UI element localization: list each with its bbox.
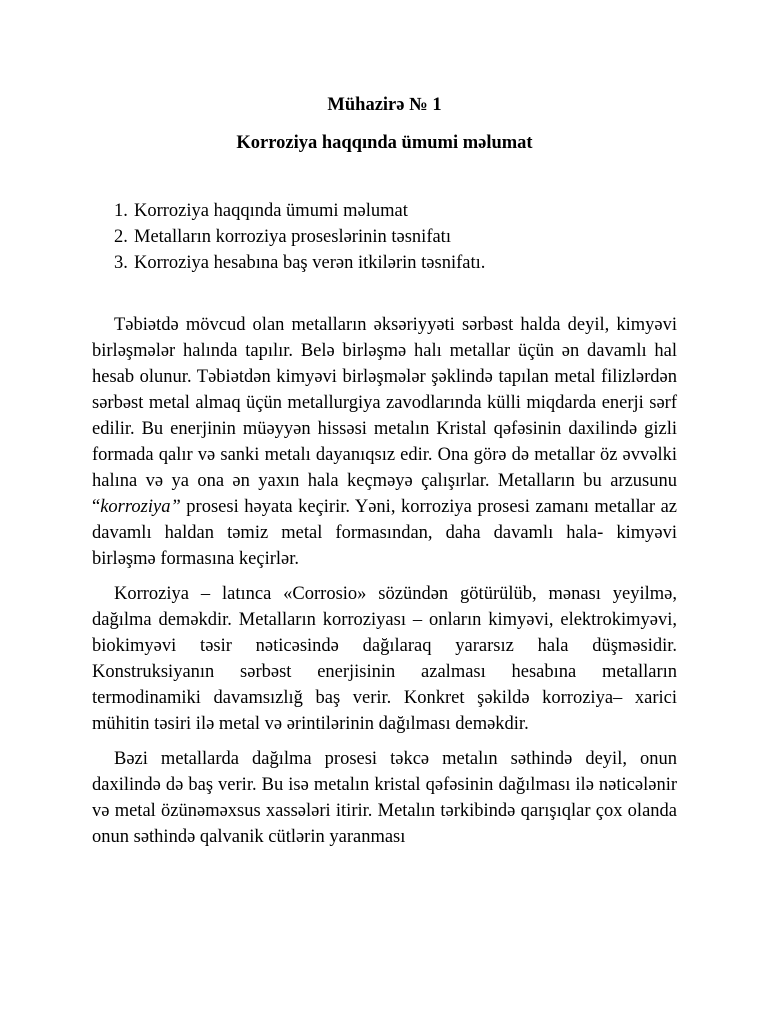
outline-item-number: 1. xyxy=(114,201,128,221)
document-page xyxy=(92,92,677,850)
outline-item xyxy=(114,250,677,276)
body-paragraph-2: Korroziya – latınca «Corrosio» sözündən götürülüb, mənası yeyilmə, dağılma deməkdir. Metalların korroziyası – onların kimyəvi, elektrokimyəvi, biokimyəvi təsir nəticəsində dağılaraq yararsız hala düşməsidir. Konstruksiyanın sərbəst enerjisinin azalması hesabına metalların termodinamiki davamsızlığ baş verir. Konkret şəkildə korroziya– xarici mühitin təsiri ilə metal və ərintilərinin dağılması deməkdir. xyxy=(92,584,677,734)
paragraph-text: prosesi həyata keçirir. Yəni, korroziya prosesi zamanı metallar az davamlı haldan təmiz metal formasından, daha davamlı hala- kimyəvi birləşmə formasına keçirlər. xyxy=(92,497,677,569)
paragraph-text: Təbiətdə mövcud olan metalların əksəriyyəti sərbəst halda deyil, kimyəvi birləşmələr halında tapılır. Belə birləşmə halı metallar üçün ən davamlı hal hesab olunur. Təbiətdən kimyəvi birləşmələr şəklində tapılan metal filizlərdən sərbəst metal almaq üçün metallurgiya zavodlarında külli miqdarda enerji sərf edilir. Bu enerjinin müəyyən hissəsi metalın Kristal qəfəsinin daxilində gizli formada qalır və sanki metalı dayanıqsız edir. Ona görə də metallar öz əvvəlki halına və ya ona ən yaxın hala keçməyə çalışırlar. Metalların bu arzusunu “ xyxy=(92,315,677,517)
outline-item-text: Metalların korroziya proseslərinin təsnifatı xyxy=(134,227,451,247)
outline-item xyxy=(114,224,677,250)
outline-item-text: Korroziya haqqında ümumi məlumat xyxy=(134,201,408,221)
outline-item xyxy=(114,198,677,224)
italic-term: korroziya” xyxy=(100,497,181,517)
lecture-topic-title: Korroziya haqqında ümumi məlumat xyxy=(236,133,533,153)
lecture-outline xyxy=(114,198,677,276)
body-paragraph-3: Bəzi metallarda dağılma prosesi təkcə metalın səthində deyil, onun daxilində də baş verir. Bu isə metalın kristal qəfəsinin dağılması ilə nəticələnir və metal özünəməxsus xassələri itirir. Metalın tərkibində qarışıqlar çox olanda onun səthində qalvanik cütlərin yaranması xyxy=(92,749,677,847)
body-paragraph-1 xyxy=(92,312,677,572)
outline-item-number: 2. xyxy=(114,227,128,247)
lecture-title: Mühazirə № 1 xyxy=(327,95,442,115)
outline-item-text: Korroziya hesabına baş verən itkilərin təsnifatı. xyxy=(134,253,486,273)
outline-item-number: 3. xyxy=(114,253,128,273)
